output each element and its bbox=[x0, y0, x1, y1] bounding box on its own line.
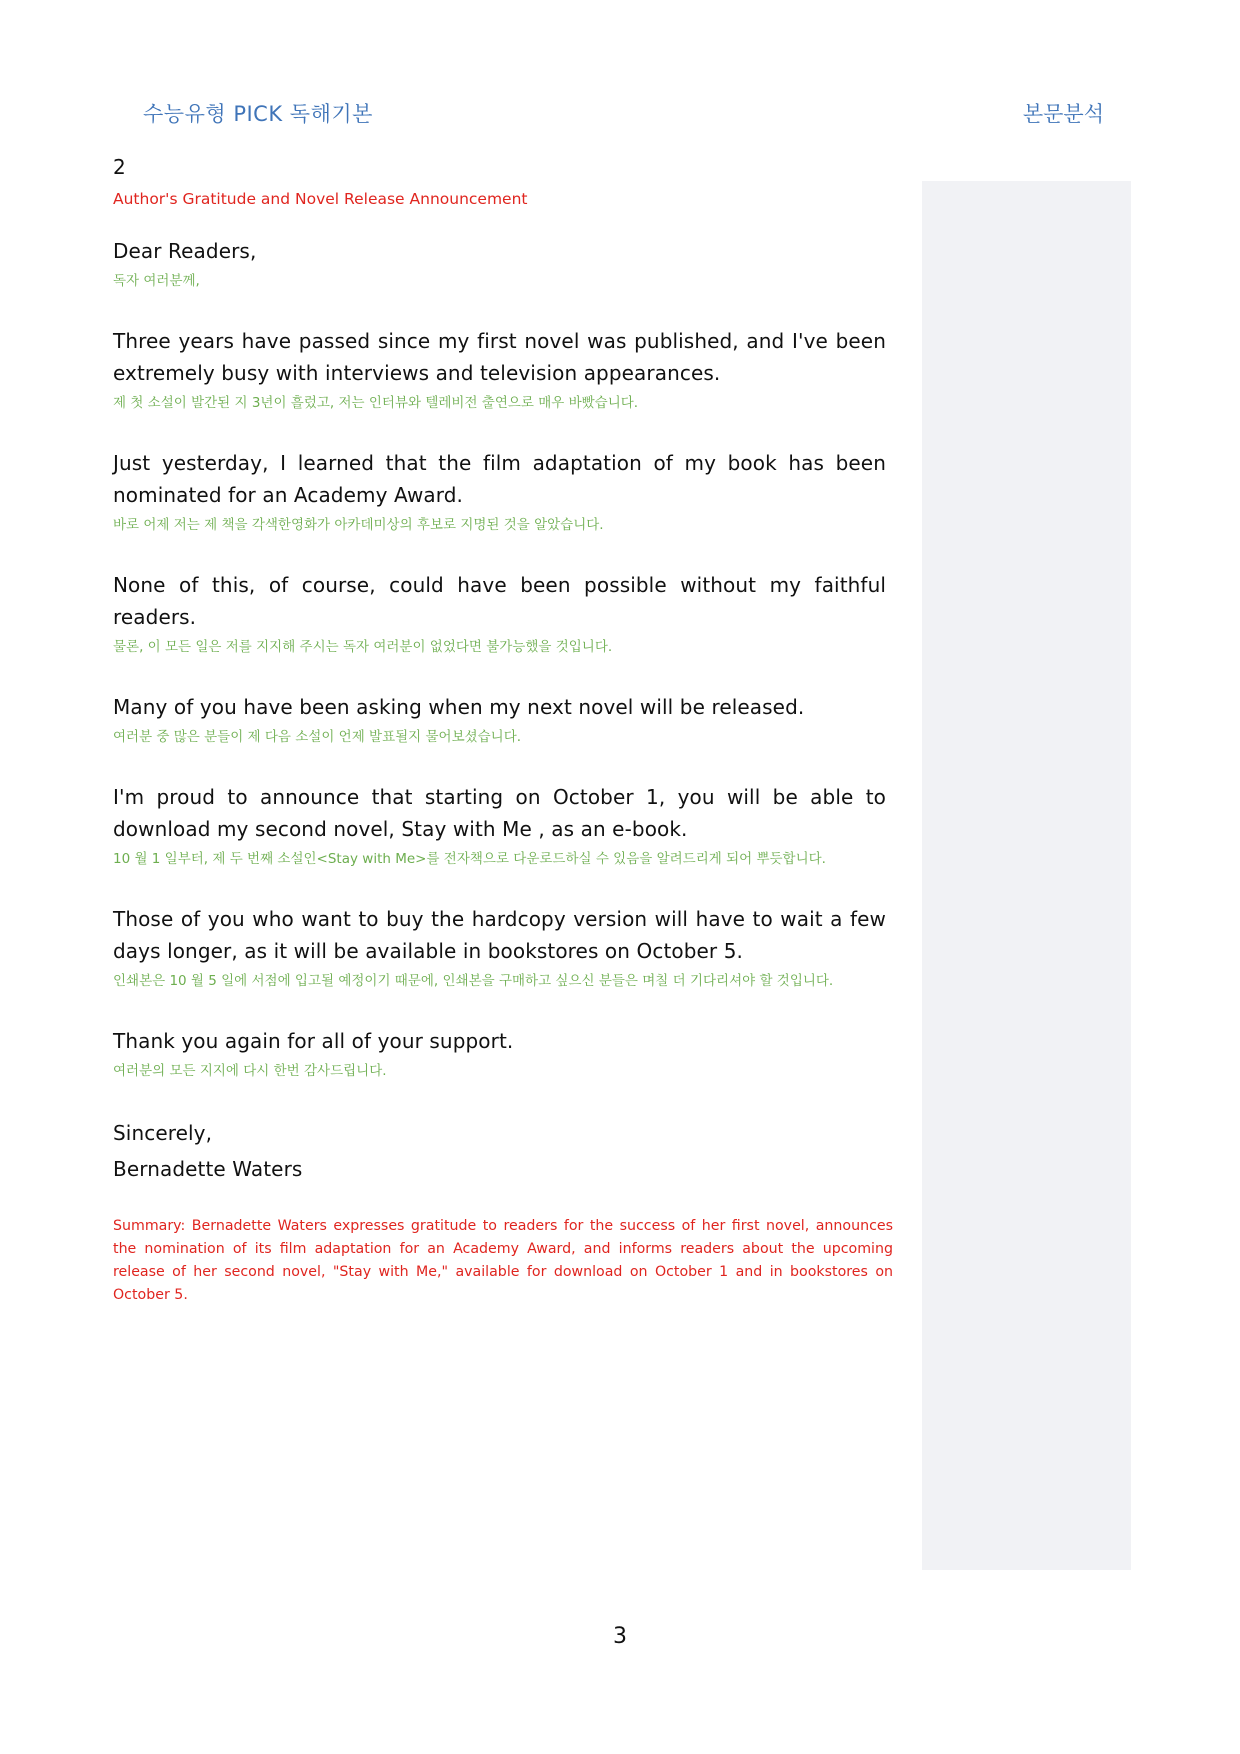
passage-paragraph bbox=[113, 569, 886, 658]
question-number: 2 bbox=[113, 155, 126, 179]
english-sentence: Three years have passed since my first novel was published, and I've been extremely busy with interviews and television appearances. bbox=[113, 329, 886, 385]
english-sentence: Those of you who want to buy the hardcopy version will have to wait a few days longer, as it will be available in bookstores on October 5. bbox=[113, 907, 886, 963]
letter-closing bbox=[113, 1115, 886, 1187]
side-note-panel bbox=[922, 181, 1131, 1570]
korean-translation: 독자 여러분께, bbox=[113, 273, 200, 289]
korean-translation: 여러분 중 많은 분들이 제 다음 소설이 언제 발표될지 물어보셨습니다. bbox=[113, 729, 522, 745]
korean-translation: 인쇄본은 10 월 5 일에 서점에 입고될 예정이기 때문에, 인쇄본을 구매하고 싶으신 분들은 며칠 더 기다리셔야 할 것입니다. bbox=[113, 973, 834, 989]
closing-salutation: Sincerely, bbox=[113, 1121, 213, 1145]
passage-paragraph bbox=[113, 447, 886, 536]
passage-paragraph bbox=[113, 1025, 886, 1082]
header-book-title: 수능유형 PICK 독해기본 bbox=[143, 102, 373, 126]
english-sentence: Many of you have been asking when my next novel will be released. bbox=[113, 695, 805, 719]
header-section-title: 본문분석 bbox=[1022, 102, 1104, 126]
korean-translation: 여러분의 모든 지지에 다시 한번 감사드립니다. bbox=[113, 1063, 387, 1079]
korean-translation: 바로 어제 저는 제 책을 각색한영화가 아카데미상의 후보로 지명된 것을 알았습니다. bbox=[113, 517, 604, 533]
english-sentence: Just yesterday, I learned that the film adaptation of my book has been nominated for an Academy Award. bbox=[113, 451, 886, 507]
english-sentence: Dear Readers, bbox=[113, 239, 257, 263]
english-sentence: I'm proud to announce that starting on October 1, you will be able to download my second novel, Stay with Me , as an e-book. bbox=[113, 785, 886, 841]
author-signature: Bernadette Waters bbox=[113, 1157, 303, 1181]
passage-paragraph bbox=[113, 781, 886, 870]
passage-content bbox=[113, 155, 893, 1307]
korean-translation: 10 월 1 일부터, 제 두 번째 소설인<Stay with Me>를 전자책으로 다운로드하실 수 있음을 알려드리게 되어 뿌듯합니다. bbox=[113, 851, 826, 867]
passage-summary: Summary: Bernadette Waters expresses gratitude to readers for the success of her first novel, announces the nomination of its film adaptation for an Academy Award, and informs readers about the upcoming release of her second novel, "Stay with Me," available for download on October 1 and in bookstores on October 5. bbox=[113, 1218, 893, 1303]
passage-title: Author's Gratitude and Novel Release Announcement bbox=[113, 190, 528, 208]
passage-paragraph bbox=[113, 325, 886, 414]
passage-paragraph bbox=[113, 691, 886, 748]
english-sentence: Thank you again for all of your support. bbox=[113, 1029, 514, 1053]
korean-translation: 제 첫 소설이 발간된 지 3년이 흘렀고, 저는 인터뷰와 텔레비전 출연으로 매우 바빴습니다. bbox=[113, 395, 639, 411]
passage-paragraph bbox=[113, 235, 886, 292]
page-number: 3 bbox=[613, 1624, 627, 1649]
passage-paragraph bbox=[113, 903, 886, 992]
korean-translation: 물론, 이 모든 일은 저를 지지해 주시는 독자 여러분이 없었다면 불가능했을 것입니다. bbox=[113, 639, 613, 655]
english-sentence: None of this, of course, could have been possible without my faithful readers. bbox=[113, 573, 886, 629]
